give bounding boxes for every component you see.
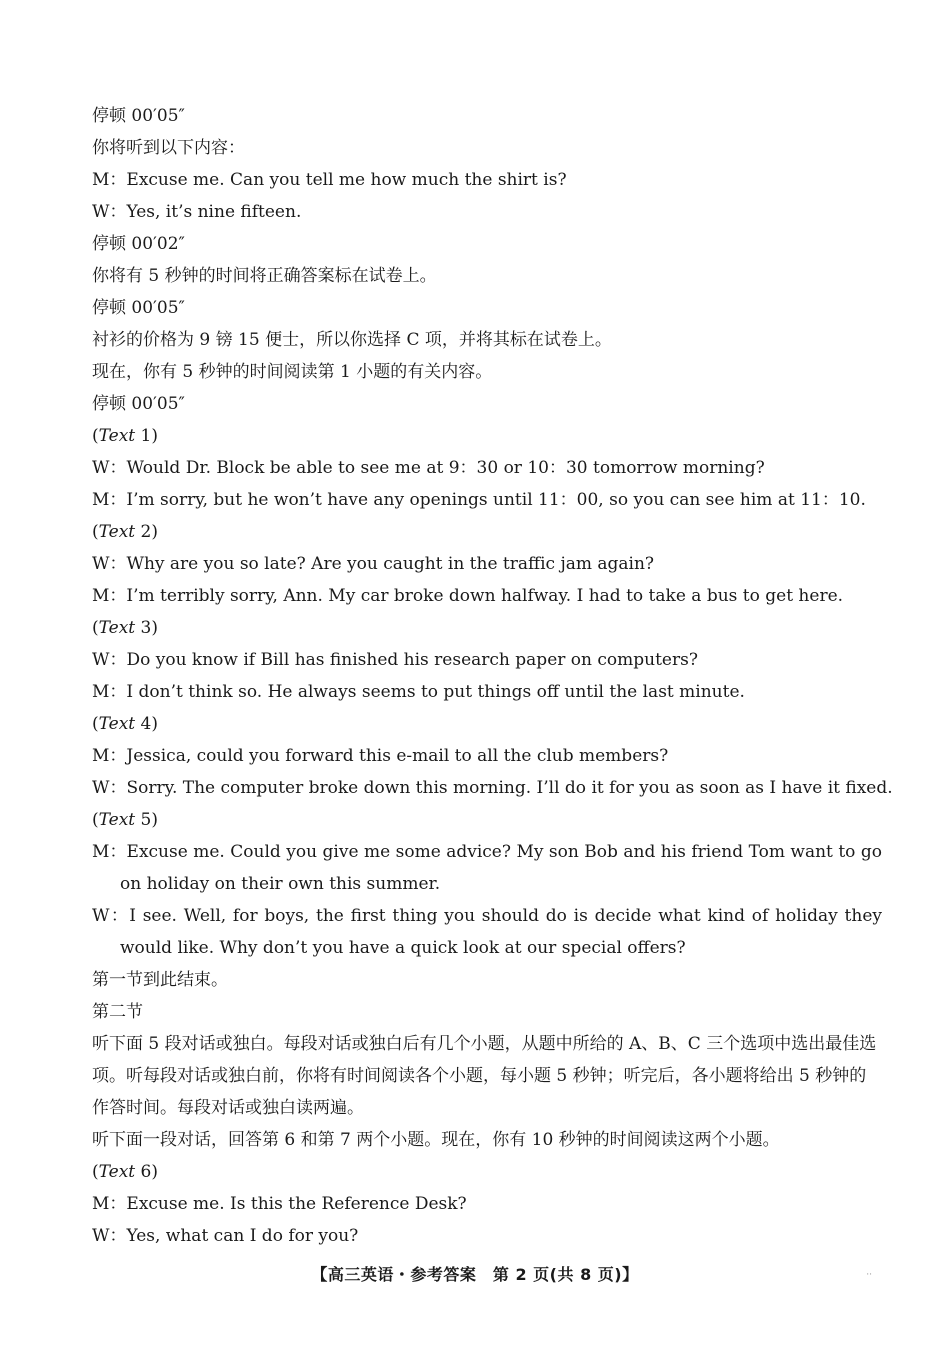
instruction-line: 听下面一段对话，回答第 6 和第 7 两个小题。现在，你有 10 秒钟的时间阅读这两个小题。 [92,1130,780,1150]
text-label-word: Text [98,618,136,638]
text-label-number: 4 [140,714,152,734]
dialogue-line: M：Excuse me. Could you give me some advice? My son Bob and his friend Tom want to go on holiday on their own this summer. [92,842,882,894]
text-label-4: (Text 4) [92,714,159,734]
instruction-line: 衬衫的价格为 9 镑 15 便士，所以你选择 C 项，并将其标在试卷上。 [92,330,612,350]
instruction-line: 现在，你有 5 秒钟的时间阅读第 1 小题的有关内容。 [92,362,493,382]
dialogue-line: W：Sorry. The computer broke down this morning. I’ll do it for you as soon as I have it fixed. [92,778,893,798]
document-body [92,100,893,1252]
text-label-word: Text [98,714,136,734]
pause-line: 停顿 00′05″ [92,106,185,126]
text-label-word: Text [98,1162,136,1182]
page-footer: 【高三英语・参考答案 第 2 页(共 8 页)】 [311,1265,639,1284]
dialogue-line: M：Jessica, could you forward this e-mail to all the club members? [92,746,669,766]
dialogue-line: W：Yes, what can I do for you? [92,1226,359,1246]
text-label-6: (Text 6) [92,1162,159,1182]
dialogue-line: W：I see. Well, for boys, the first thing you should do is decide what kind of holiday they would like. Why don’t you have a quick look at our special offers? [92,906,882,958]
text-label-2: (Text 2) [92,522,159,542]
dialogue-line: M：Excuse me. Is this the Reference Desk? [92,1194,467,1214]
instruction-line: 你将听到以下内容： [92,138,245,158]
text-label-number: 2 [140,522,152,542]
dialogue-line: W：Why are you so late? Are you caught in the traffic jam again? [92,554,655,574]
pause-line: 停顿 00′05″ [92,394,185,414]
instruction-line: 你将有 5 秒钟的时间将正确答案标在试卷上。 [92,266,437,286]
text-label-word: Text [98,810,136,830]
section-end-line: 第一节到此结束。 [92,970,228,990]
dialogue-line: M：I’m sorry, but he won’t have any openings until 11：00, so you can see him at 11：10. [92,490,866,510]
text-label-5: (Text 5) [92,810,159,830]
text-label-number: 6 [140,1162,152,1182]
text-label-3: (Text 3) [92,618,159,638]
text-label-1: (Text 1) [92,426,159,446]
section-instructions: 听下面 5 段对话或独白。每段对话或独白后有几个小题，从题中所给的 A、B、C 三个选项中选出最佳选项。听每段对话或独白前，你将有时间阅读各个小题，每小题 5 秒钟；听完后，各小题将给出 5 秒钟的作答时间。每段对话或独白读两遍。 [92,1034,877,1118]
dialogue-line: M：Excuse me. Can you tell me how much the shirt is? [92,170,567,190]
pause-line: 停顿 00′05″ [92,298,185,318]
corner-mark: ·· [866,1270,872,1280]
dialogue-line: W：Do you know if Bill has finished his research paper on computers? [92,650,698,670]
text-label-number: 1 [140,426,152,446]
dialogue-line: W：Yes, it’s nine fifteen. [92,202,302,222]
dialogue-line: M：I don’t think so. He always seems to put things off until the last minute. [92,682,745,702]
dialogue-line: W：Would Dr. Block be able to see me at 9：30 or 10：30 tomorrow morning? [92,458,765,478]
pause-line: 停顿 00′02″ [92,234,185,254]
text-label-number: 3 [140,618,152,638]
text-label-word: Text [98,426,136,446]
dialogue-line: M：I’m terribly sorry, Ann. My car broke down halfway. I had to take a bus to get here. [92,586,844,606]
section-heading: 第二节 [92,1002,143,1022]
text-label-number: 5 [140,810,152,830]
text-label-word: Text [98,522,136,542]
